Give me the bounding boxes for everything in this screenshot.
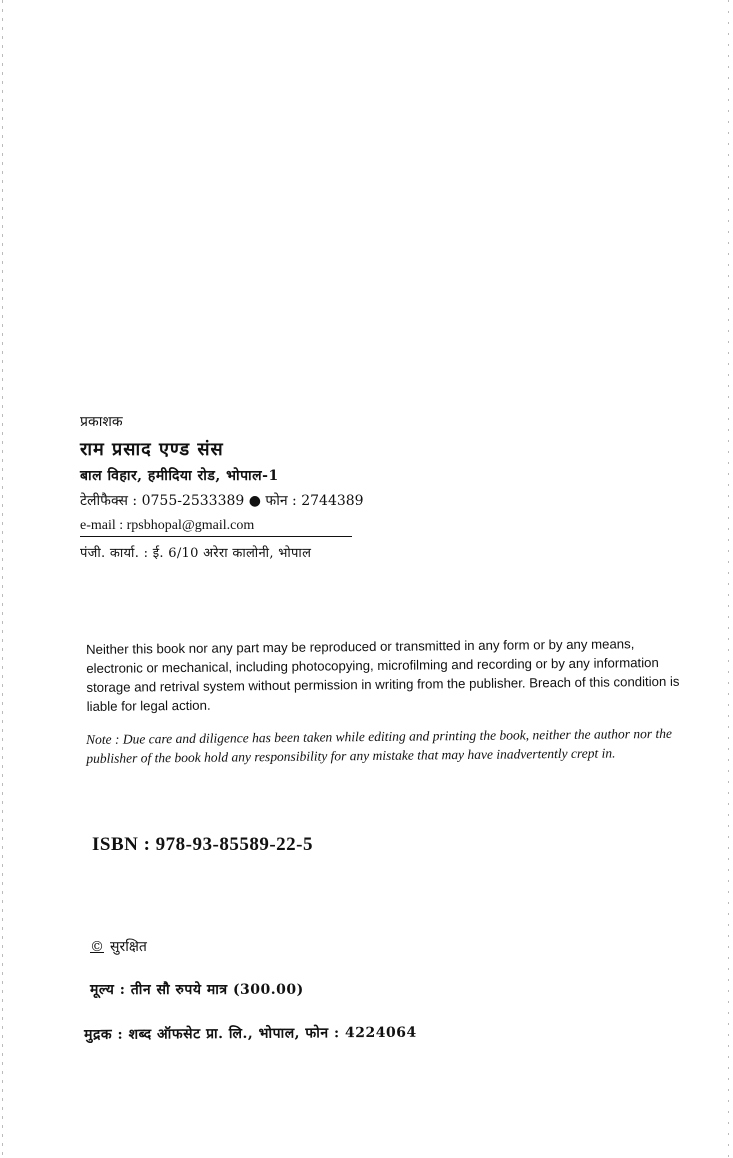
publisher-email: e-mail : rpsbhopal@gmail.com	[80, 518, 352, 537]
printer: मुद्रक : शब्द ऑफसेट प्रा. लि., भोपाल, फोन : 4224064	[84, 1024, 417, 1043]
publisher-label: प्रकाशक	[80, 414, 123, 430]
copyright-symbol: ©	[90, 939, 104, 955]
publisher-contact: टेलीफैक्स : 0755-2533389 ● फोन : 2744389	[80, 493, 364, 509]
publisher-name: राम प्रसाद एण्ड संस	[80, 439, 224, 460]
page-edge-right	[728, 0, 729, 1158]
disclaimer-note: Note : Due care and diligence has been taken while editing and printing the book, neither the author nor the publisher of the book hold any responsibility for any mistake that may have inadvertently crept in.	[86, 725, 673, 766]
copyright-text: सुरक्षित	[110, 939, 147, 955]
page-edge-left	[2, 0, 3, 1158]
isbn: ISBN : 978-93-85589-22-5	[92, 834, 313, 855]
price: मूल्य : तीन सौ रुपये मात्र (300.00)	[90, 982, 304, 998]
publisher-address: बाल विहार, हमीदिया रोड, भोपाल-1	[80, 468, 279, 484]
rights-notice: Neither this book nor any part may be reproduced or transmitted in any form or by any means, electronic or mechanical, including photocopying, microfilming and recording or by any information storage and retrival system without permission in writing from the publisher. Breach of this condition is liable for legal action.	[86, 636, 680, 714]
copyright-line	[90, 937, 147, 956]
registered-office: पंजी. कार्या. : ई. 6/10 अरेरा कालोनी, भोपाल	[80, 546, 312, 561]
publisher-block	[80, 412, 400, 561]
